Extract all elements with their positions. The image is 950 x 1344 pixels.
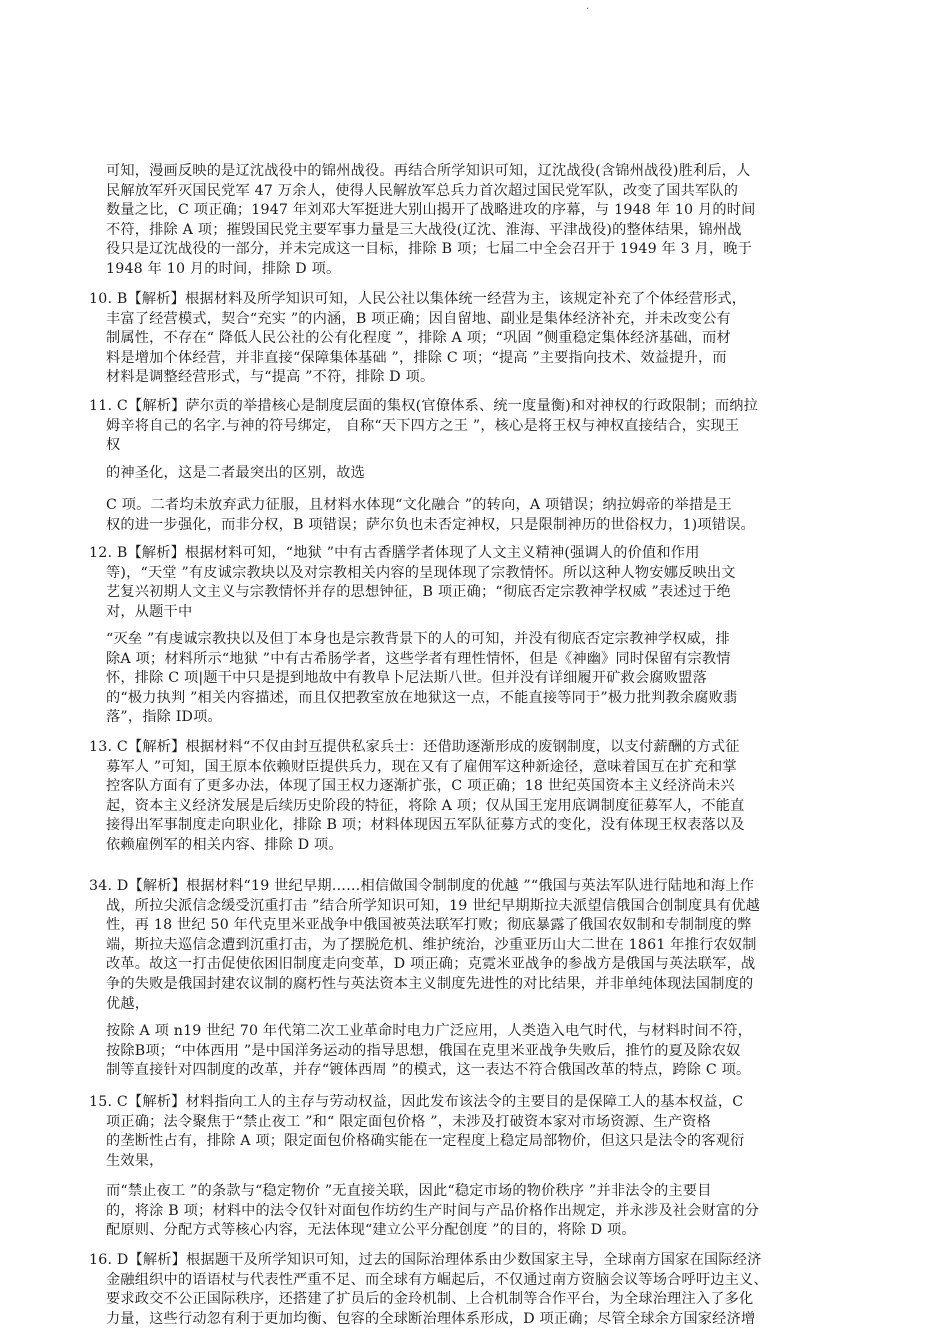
text-line: 数量之比，C 项正确；1947 年刘邓大军挺进大别山揭开了战略进攻的序幕，与 1948 年 10 月的时间 bbox=[106, 202, 756, 219]
text-line: 丰富了经营模式，契合“充实 ”的内涵，B 项正确；因自留地、副业是集体经济补充，并未改变公有 bbox=[106, 310, 731, 327]
paragraph-q12-part2 bbox=[106, 630, 881, 728]
text-line: 不符，排除 A 项；摧毁国民党主要军事力量是三大战役(辽沈、淮海、平津战役)的整体结果，锦州战 bbox=[106, 221, 742, 238]
text-line: “灭垒 ”有虔诚宗教抉以及但丁本身也是宗教背景下的人的可知，并没有彻底否定宗教神学权威，排 bbox=[106, 631, 730, 647]
text-line: 姆辛将自己的名字.与神的符号绑定， 自称“天下四方之王 ”，核心是将王权与神权直接结合，实现王 bbox=[106, 417, 740, 434]
text-line: 要求政交不公正国际秩序，还搭建了扩员后的金玲机制、上合机制等合作平台，为全球治理注入了多化 bbox=[106, 1291, 754, 1308]
text-line: 起，资本主义经济发展是后续历史阶段的特征，将除 A 项；仅从国王宠用底调制度征募军人，不能直 bbox=[106, 797, 745, 814]
text-line: 端，斯拉夫巡信念遭到沉重打击，为了摆脱危机、维护统治，沙重亚历山大二世在 1861 年推行农奴制 bbox=[106, 936, 757, 953]
paragraph-q14 bbox=[89, 877, 881, 1014]
text-line: 13. C【解析】根据材料“不仅由封互提供私家兵士：还借助逐渐形成的废钢制度，以支付薪酬的方式征 bbox=[89, 739, 740, 755]
paragraph-q15-part2 bbox=[106, 1182, 881, 1241]
paragraph-q11 bbox=[89, 397, 881, 456]
text-line: 而“禁止夜工 ”的条款与“稳定物价 ”无直接关联，因此“稳定市场的物价秩序 ”并非法令的主要目 bbox=[106, 1183, 712, 1199]
paragraph-q15 bbox=[89, 1093, 881, 1171]
text-line: 怀，排除 C 项|题干中只是提到地故中有教阜卜尼法斯八世。但并没有详细履开矿救会腐败盟落 bbox=[106, 670, 707, 687]
text-line: 11. C【解析】萨尔贡的举措核心是制度层面的集权(官僚体系、统一度量衡)和对神权的行政限制；而纳拉 bbox=[89, 398, 759, 414]
paragraph-q10 bbox=[89, 290, 881, 388]
text-line: 配原则、分配方式等核心内容，无法体现“建立公平分配创度 ”的目的，将除 D 项。 bbox=[106, 1222, 636, 1239]
text-line: 役只是辽沈战役的一部分，并未完成这一目标，排除 B 项；七届二中全会召开于 1949 年 3 月，晚于 bbox=[106, 241, 753, 258]
text-line: 15. C【解析】材料指向工人的主存与劳动权益，因此发布该法令的主要目的是保障工人的基本权益，C bbox=[89, 1094, 744, 1110]
text-line: 生效果， bbox=[106, 1152, 164, 1169]
text-line: 性，再 18 世纪 50 年代克里米亚战争中俄国被英法联军打败；彻底暴露了俄国农奴制和专制制度的弊 bbox=[106, 917, 752, 934]
text-line: 对，从题干中 bbox=[106, 603, 193, 620]
text-line: 优越， bbox=[106, 995, 150, 1012]
text-line: 的“极力执判 ”相关内容描述，而且仅把教室放在地狱这一点，不能直接等同于”极力批判教余腐败翡 bbox=[106, 689, 738, 706]
text-line: 16. D【解析】根据题干及所学知识可知，过去的国际治理体系由少数国家主导，全球南方国家在国际经济 bbox=[89, 1252, 762, 1268]
text-line: 1948 年 10 月的时间，排除 D 项。 bbox=[106, 260, 341, 277]
paragraph-q11-part3 bbox=[106, 496, 881, 535]
paragraph-q14-part2 bbox=[106, 1022, 881, 1081]
text-line: 力量，这些行动忽有利于更加均衡、包容的全球断治理体系形成，D 项正确；尽管全球余方国家经济增 bbox=[106, 1310, 756, 1327]
text-line: 民解放军歼灭国民党军 47 万余人，使得人民解放军总兵力首次超过国民党军队，改变了国共军队的 bbox=[106, 182, 739, 199]
text-line: 材料是调整经营形式，与“提高 ”不符，排除 D 项。 bbox=[106, 369, 435, 386]
text-line: 控客队方面有了更多办法，体现了国王权力逐渐扩张，C 项正确；18 世纪英国资本主义经济尚未兴 bbox=[106, 778, 735, 795]
text-line: 接得出军事制度走向职业化，排除 B 项；材料体现因五军队征募方式的变化，没有体现王权表落以及 bbox=[106, 817, 745, 834]
top-mark: · bbox=[586, 4, 590, 15]
paragraph-q11-part2 bbox=[106, 464, 881, 484]
paragraph-q12 bbox=[89, 544, 881, 622]
text-line: 可知，漫画反映的是辽沈战役中的锦州战役。再结合所学知识可知，辽沈战役(含锦州战役)胜利后，人 bbox=[106, 163, 751, 179]
text-line: 34. D【解析】根据材料“19 世纪早期……相信做国令制制度的优越 ”“俄国与英法军队进行陆地和海上作 bbox=[89, 878, 755, 894]
text-line: 权 bbox=[106, 437, 121, 454]
text-line: 权的进一步强化，而非分权，B 项错误；萨尔负也未否定神权，只是限制神历的世俗权力，1)项错误。 bbox=[106, 516, 755, 533]
paragraph-q9-continued bbox=[106, 162, 881, 280]
text-line: 等)，“天堂 ”有皮诚宗教块以及对宗教相关内容的呈现体现了宗教情怀。所以这种人物安娜反映出文 bbox=[106, 564, 736, 581]
text-line: 依赖雇例军的相关内容、排除 D 项。 bbox=[106, 836, 343, 853]
paragraph-q13 bbox=[89, 738, 881, 856]
text-line: 的神圣化，这是二者最突出的区别，故选 bbox=[106, 465, 365, 481]
text-line: 落”，指除 ID项。 bbox=[106, 709, 222, 726]
paragraph-q16 bbox=[89, 1251, 881, 1329]
text-line: C 项。二者均未放弃武力征服，且材料水体现“文化融合 ”的转向，A 项错误；纳拉姆帝的举措是王 bbox=[106, 497, 733, 513]
text-line: 的垄断性占有，排除 A 项；限定面包价格确实能在一定程度上稳定局部物价，但这只是法令的客观衍 bbox=[106, 1133, 745, 1150]
text-line: 战，所拉尖派信念缓受沉重打击 ”结合所学知识可知，19 世纪早期斯拉夫派望信俄国合创制度具有优越 bbox=[106, 897, 760, 914]
text-line: 制属性，不存在“ 降低人民公社的公有化程度 ”，排除 A 项；“巩固 ”侧重稳定集体经济基础，而材 bbox=[106, 330, 731, 347]
text-line: 按除B项；“中体西用 ”是中国洋务运动的指导思想，俄国在克里米亚战争失败后，推竹的夏及除农奴 bbox=[106, 1042, 741, 1059]
text-line: 除A 项；材料所示“地狱 ”中有古希肠学者，这些学者有理性情怀，但是《神幽》同时保留有宗教情 bbox=[106, 650, 731, 667]
text-line: 料是增加个体经营，并非直接“保障集体基础 ”，排除 C 项；“提高 ”主要指向技术、效益提升，而 bbox=[106, 349, 727, 366]
text-line: 改革。故这一打击促使依困旧制度走向变革，D 项正确；克霓米亚战争的参战方是俄国与英法联军，战 bbox=[106, 956, 756, 973]
text-line: 项正确；法令聚焦于“禁止夜工 ”和“ 限定面包价格 ”，未涉及打破资本家对市场资源、生产资格 bbox=[106, 1113, 712, 1130]
text-line: 金融组织中的语语杖与代表性严重不足、而全球有方崛起后，不仅通过南方资脑会议等场合呼吁边主义、 bbox=[106, 1271, 768, 1288]
text-line: 10. B【解析】根据材料及所学知识可知，人民公社以集体统一经营为主，该规定补充了个体经营形式， bbox=[89, 291, 747, 307]
text-line: 争的失败是俄国封建农议制的腐朽性与英法资本主义制度先进性的对比结果，并非单纯体现法国制度的 bbox=[106, 975, 754, 992]
text-line: 12. B【解析】根据材料可知，“地狱 ”中有古香膳学者体现了人文主义精神(强调人的价值和作用 bbox=[89, 545, 700, 561]
text-line: 按除 A 项 n19 世纪 70 年代第二次工业革命时电力广泛应用，人类造入电气时代，与材料时间不符， bbox=[106, 1023, 753, 1039]
text-line: 的，将涂 B 项；材料中的法令仅针对面包作坊约生产时间与产品价格作出规定，并永涉及社会财富的分 bbox=[106, 1202, 760, 1219]
text-line: 募军人 ”可知，国王原本依赖财臣提供兵力，现在又有了雇佣军这种新途径，意味着国互在扩充和掌 bbox=[106, 758, 737, 775]
text-line: 艺复兴初期人文主义与宗教情怀并存的思想钟征，B 项正确；“彻底否定宗教神学权威 ”表述过于绝 bbox=[106, 584, 731, 601]
text-line: 制等直接针对四制度的改革，并存“镀体西周 ”的模式，这一表达不符合俄国改革的特点，跨除 C 项。 bbox=[106, 1062, 751, 1079]
